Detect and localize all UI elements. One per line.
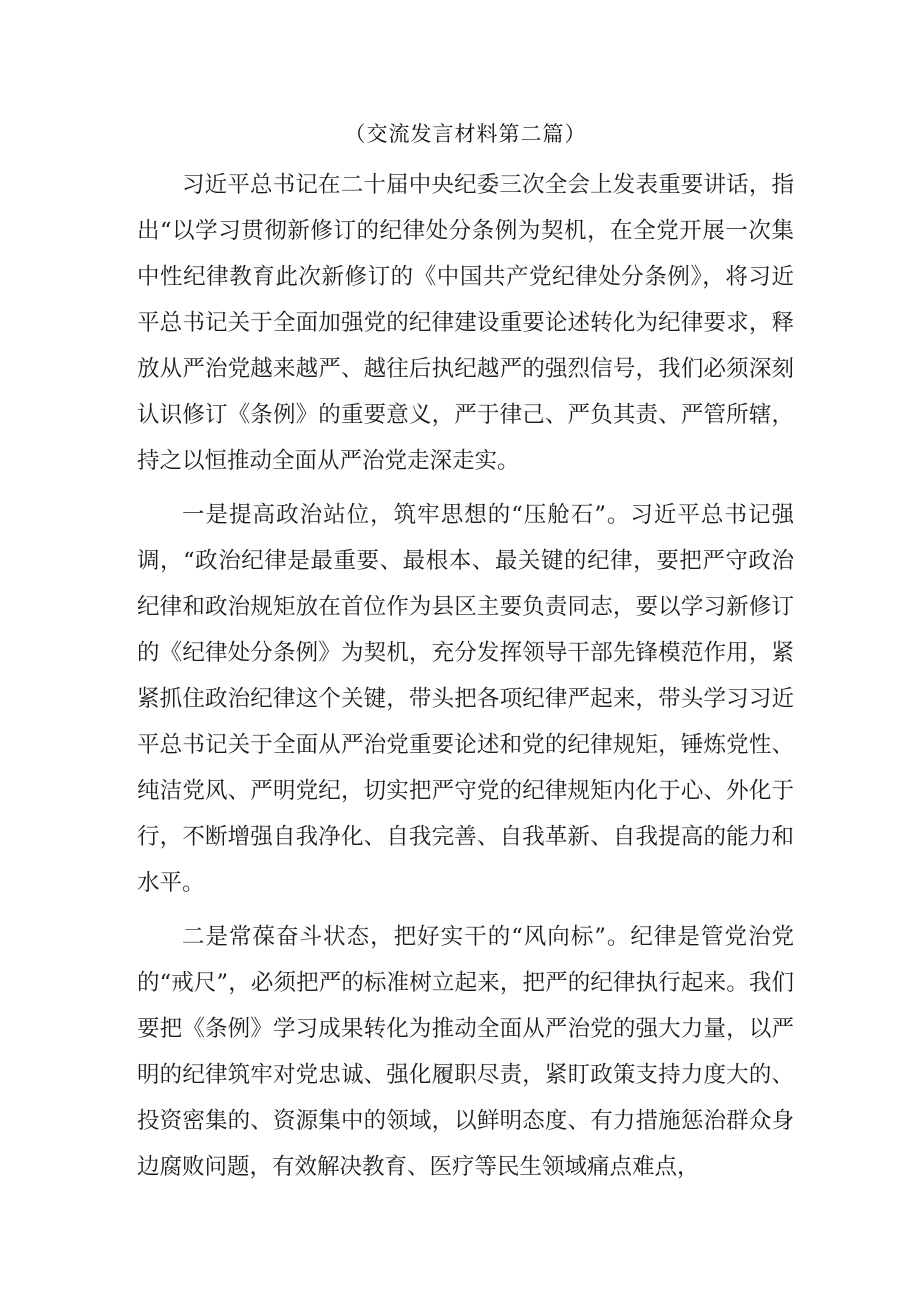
paragraph-intro: 习近平总书记在二十届中央纪委三次全会上发表重要讲话，指出“以学习贯彻新修订的纪律处分条例为契机，在全党开展一次集中性纪律教育此次新修订的《中国共产党纪律处分条例》，将习近平总书记关于全面加强党的纪律建设重要论述转化为纪律要求，释放从严治党越来越严、越往后执纪越严的强烈信号，我们必须深刻认识修订《条例》的重要意义，严于律己、严负其责、严管所辖，持之以恒推动全面从严治党走深走实。 bbox=[137, 172, 794, 474]
paragraph-point-one: 一是提高政治站位，筑牢思想的“压舱石”。习近平总书记强调，“政治纪律是最重要、最根本、最关键的纪律，要把严守政治纪律和政治规矩放在首位作为县区主要负责同志，要以学习新修订的《纪律处分条例》为契机，充分发挥领导干部先锋模范作用，紧紧抓住政治纪律这个关键，带头把各项纪律严起来，带头学习习近平总书记关于全面从严治党重要论述和党的纪律规矩，锤炼党性、纯洁党风、严明党纪，切实把严守党的纪律规矩内化于心、外化于行，不断增强自我净化、自我完善、自我革新、自我提高的能力和水平。 bbox=[137, 502, 794, 896]
paragraph-point-two: 二是常葆奋斗状态，把好实干的“风向标”。纪律是管党治党的“戒尺”，必须把严的标准树立起来，把严的纪律执行起来。我们要把《条例》学习成果转化为推动全面从严治党的强大力量，以严明的纪律筑牢对党忠诚、强化履职尽责，紧盯政策支持力度大的、投资密集的、资源集中的领域，以鲜明态度、有力措施惩治群众身边腐败问题，有效解决教育、医疗等民生领域痛点难点， bbox=[137, 924, 794, 1180]
document-title: （交流发言材料第二篇） bbox=[344, 122, 587, 146]
